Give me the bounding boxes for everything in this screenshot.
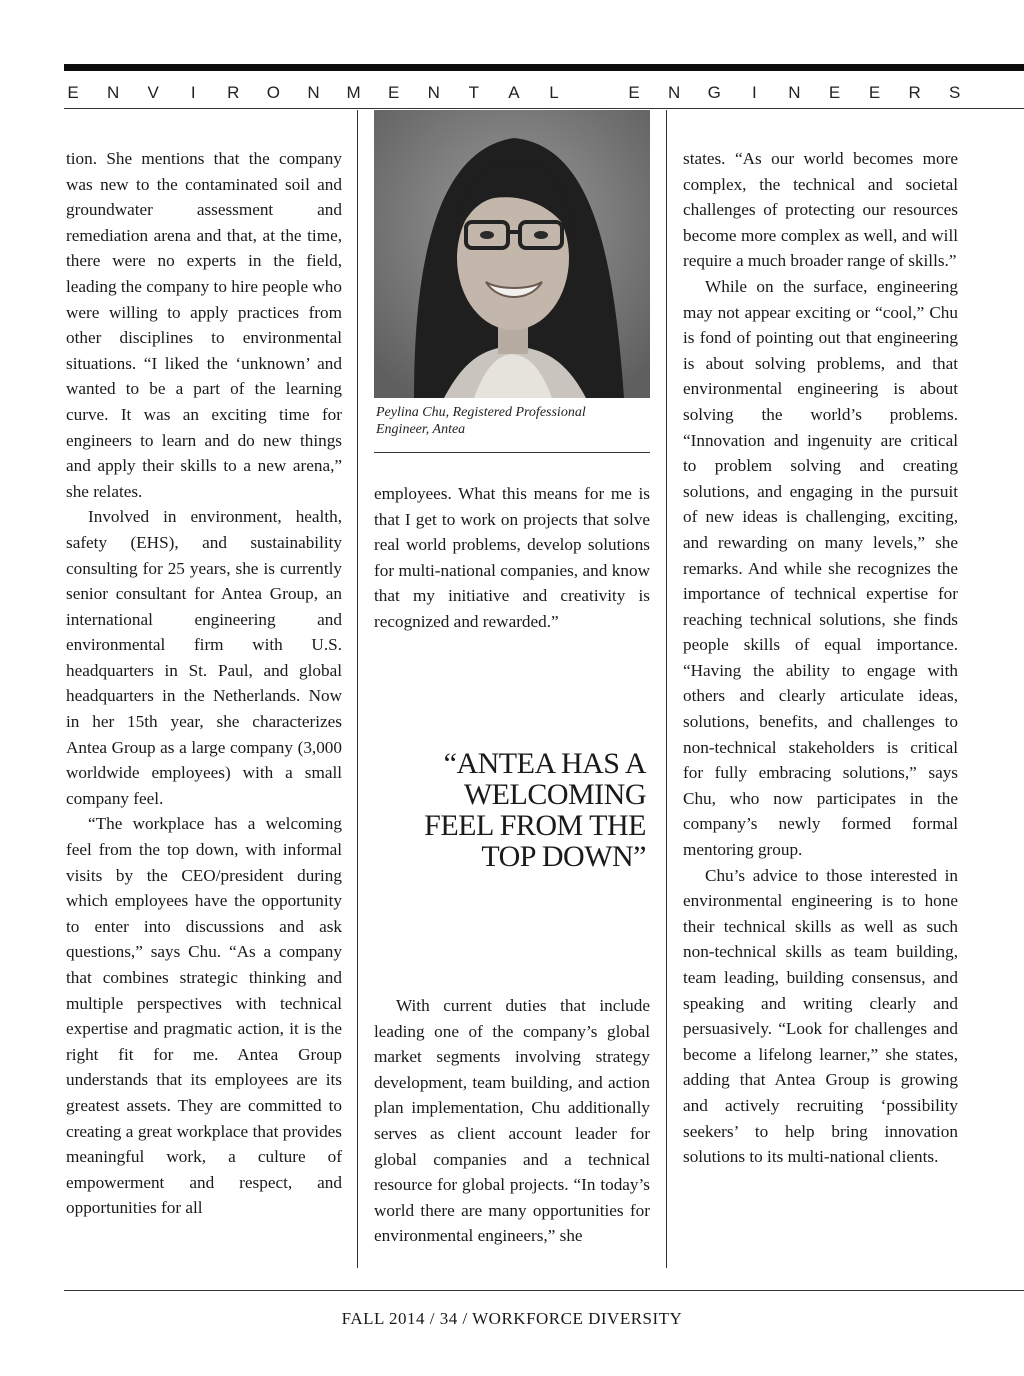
header-letter: V — [147, 83, 159, 102]
header-letter — [585, 83, 603, 105]
header-letter: E — [868, 83, 881, 102]
paragraph: While on the surface, engineering may not appear exciting or “cool,” Chu is fond of pointing out that engineering is about solving problems, and that environmental engineering is about solving the world’s problems. “Innovation and ingenuity are critical to problem solving and creating solutions, and engaging in the pursuit of new ideas is challenging, exciting, and rewarding on many levels,” she remarks. And while she recognizes the importance of technical expertise for reaching technical solutions, she finds people skills of equal importance. “Having the ability to engage with others and clearly articulate ideas, solutions, benefits, and challenges to non-technical stakeholders is critical for fully embracing solutions,” says Chu, who now participates in the company’s newly formed formal mentoring group. — [683, 276, 958, 860]
photo-caption — [376, 404, 648, 438]
header-letter: O — [266, 83, 280, 102]
paragraph: tion. She mentions that the company was new to the contaminated soil and groundwater assessment and remediation arena and that, at the time, there were no experts in the field, leading the company to hire people who were willing to apply practices from other disciplines to environmental situations. “I liked the ‘unknown’ and wanted to be a part of the learning curve. It was an exciting time for engineers to learn and do new things and apply their skills to a new arena,” she relates. — [66, 149, 342, 501]
header-letter: N — [307, 83, 320, 102]
header-letter: N — [788, 83, 801, 102]
header-letter: E — [387, 83, 400, 102]
column-divider — [666, 110, 667, 1268]
header-letter: E — [628, 83, 640, 102]
header-letter: E — [67, 83, 79, 102]
paragraph: Chu’s advice to those interested in environmental engineering is to hone their technical skills as well as such non-technical skills as team building, team leading, building consensus, and speaking and writing clearly and persuasively. “Look for challenges and become a lifelong learner,” she states, adding that Antea Group is growing and actively recruiting ‘possibility seekers’ to help bring innovation solutions to its multi-national clients. — [683, 865, 958, 1167]
pull-quote-line: TOP DOWN” — [481, 840, 646, 873]
header-letter: R — [227, 83, 240, 102]
footer-rule — [64, 1290, 1024, 1291]
pull-quote-line: WELCOMING — [463, 778, 646, 811]
section-header — [64, 83, 964, 105]
page-footer: FALL 2014 / 34 / WORKFORCE DIVERSITY — [341, 1309, 683, 1328]
header-letter: E — [828, 83, 841, 102]
header-letter: A — [508, 83, 520, 102]
header-rule — [64, 108, 1024, 109]
header-letter: T — [468, 83, 479, 102]
pull-quote-line: FEEL FROM THE — [424, 809, 646, 842]
article-column-1 — [66, 146, 342, 1221]
header-letter: L — [549, 83, 559, 102]
paragraph: Involved in environment, health, safety (EHS), and sustainability consulting for 25 years, she is currently senior consultant for Antea Group, an international engineering and environmental firm with U.S. headquarters in St. Paul, and global headquarters in the Netherlands. Now in her 15th year, she characterizes Antea Group as a large company (3,000 worldwide employees) with a small company feel. — [66, 507, 342, 808]
pull-quote — [374, 748, 646, 872]
header-letter: I — [190, 83, 196, 102]
header-letter: M — [346, 83, 361, 102]
article-column-2-top — [374, 481, 650, 635]
article-column-3 — [683, 146, 958, 1170]
paragraph: “The workplace has a welcoming feel from the top down, with informal visits by the CEO/president during which employees have the opportunity to enter into discussions and ask questions,” says Chu. “As a company that combines strategic thinking and multiple perspectives with technical expertise and pragmatic action, it is the right fit for me. Antea Group understands that its employees are its greatest assets. They are committed to creating a great workplace that provides meaningful work, a culture of empowerment and respect, and opportunities for all — [66, 814, 342, 1218]
header-letter: N — [668, 83, 681, 102]
paragraph: states. “As our world becomes more complex, the technical and societal challenges of protecting our resources become more complex as well, and will require a much broader range of skills.” — [683, 149, 958, 271]
caption-line: Peylina Chu, Registered Professional — [376, 405, 586, 420]
caption-line: Engineer, Antea — [376, 422, 466, 437]
header-top-bar — [64, 64, 1024, 71]
article-column-2-bottom — [374, 993, 650, 1249]
header-letter: G — [707, 83, 721, 102]
header-letter: R — [908, 83, 921, 102]
paragraph: employees. What this means for me is that I get to work on projects that solve real world problems, develop solutions for multi-national companies, and know that my initiative and creativity is recognized and rewarded.” — [374, 484, 650, 631]
header-letter: I — [751, 83, 757, 102]
portrait-photo — [374, 110, 650, 398]
header-letter: S — [949, 83, 961, 102]
header-letter: N — [106, 83, 120, 102]
column-divider — [357, 110, 358, 1268]
caption-rule — [374, 452, 650, 453]
pull-quote-line: “ANTEA HAS A — [443, 747, 646, 780]
paragraph: With current duties that include leading one of the company’s global market segments involving strategy development, team building, and action plan implementation, Chu additionally serves as client account leader for global companies and a technical resource for global projects. “In today’s world there are many opportunities for environmental engineers,” she — [374, 996, 650, 1246]
header-letter: N — [427, 83, 440, 102]
